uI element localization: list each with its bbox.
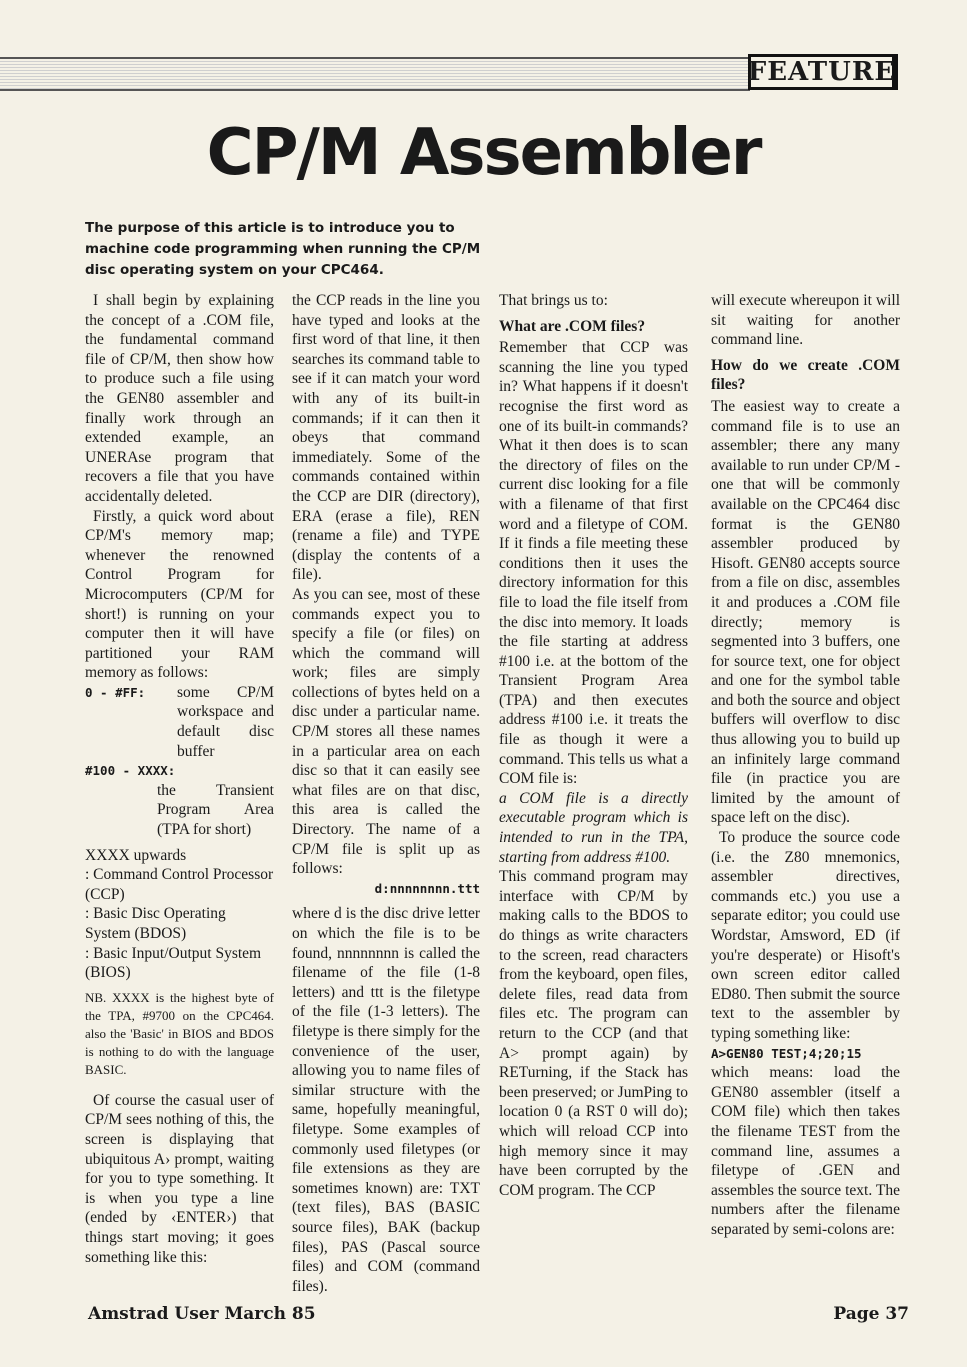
memory-bdos: : Basic Disc Operating System (BDOS) (85, 905, 226, 942)
col3-paragraph-3: This command program may interface with CP/M by making calls to the BDOS to do things as write characters to the screen, read characters from the keyboard, open files, delete files, read data from files etc. The program can return to the CCP (and that A> prompt again) by RETurning, if the Stack has been preserved; or JumPing to location 0 (a RST 0 will do); which will reload CCP into high memory since it may have been corrupted by the COM program. The CCP (499, 868, 688, 1199)
article-intro: The purpose of this article is to introduce you to machine code programming when running the CP/M disc operating system on your CPC464. (85, 220, 481, 278)
col4-heading: How do we create .COM files? (711, 356, 900, 394)
col1-paragraph-3: Of course the casual user of CP/M sees nothing of this, the screen is displaying that ubiquitous A› prompt, waiting for you to type something. It is when you type a line (ended by ‹ENTER›) that things start moving; it goes something like this: (85, 1091, 274, 1266)
col1-paragraph-2: Firstly, a quick word about CP/M's memory map; whenever the renowned Control Program for Microcomputers (CP/M for short!) is running on your computer then it will have partitioned your RAM memory as follows: (85, 507, 274, 682)
column-4 (711, 291, 900, 1240)
col2-paragraph-1: the CCP reads in the line you have typed and looks at the first word of that line, it then searches its command table to see if it can match your word with any of its built-in commands; if it can then it obeys that command immediately. Some of the commands contained within the CCP are DIR (directory), ERA (erase a file), REN (rename a file) and TYPE (display the contents of a file). (292, 292, 480, 584)
header-pattern-band (0, 57, 750, 91)
col4-paragraph-2: The easiest way to create a command file is to use an assembler; there any many available to run under CP/M - one that will be commonly available on the CPC464 disc format is the GEN80 assembler produced by Hisoft. GEN80 accepts source from a file on disc, assembles it and produces a .COM file directly; memory is segmented into 3 buffers, one for source text, one for object and one for the symbol table and both the source and object buffers will overflow to disc thus allowing you to build up an infinitely large command file (in practice you are limited by the amount of space left on the disc). (711, 397, 900, 827)
column-2 (292, 291, 480, 1296)
article-title: CP/M Assembler (206, 116, 761, 190)
col1-note: NB. XXXX is the highest byte of the TPA, #9700 on the CPC464. also the 'Basic' in BIOS and BDOS is nothing to do with the language BASIC. (85, 989, 274, 1077)
memory-key-1: 0 - #FF: (85, 684, 146, 700)
memory-bios: : Basic Input/Output System (BIOS) (85, 944, 262, 982)
col4-paragraph-3: To produce the source code (i.e. the Z80 mnemonics, assembler directives, commands etc.) you use a separate editor; you could use Wordstar, Amsword, ED (if you're desperate) or Hisoft's own screen editor called ED80. Then submit the source text to the assembler by typing something like: (711, 829, 900, 1042)
memory-upwards: XXXX upwards (85, 846, 187, 864)
col4-paragraph-4: which means: load the GEN80 assembler (itself a COM file) which then takes the filename TEST from the command line, assumes a filetype of .GEN and assembles the source text. The numbers after the filename separated by semi-colons are: (711, 1064, 900, 1238)
col3-paragraph-1: That brings us to: (499, 292, 608, 309)
col3-paragraph-2: Remember that CCP was scanning the line you typed in? What happens if it doesn't recognise the first word as one of its built-in commands? What it then does is to scan the directory of files on the current disc looking for a file with a filename of that first word and a filetype of COM. If it finds a file meeting these conditions then it uses the directory information for this file to load the file itself from the disc into memory. It loads the file starting at address #100 i.e. at the bottom of the Transient Program Area (TPA) and then executes address #100 i.e. it treats the file as though it were a command. This tells us what a COM file is: (499, 339, 688, 788)
com-definition: a COM file is a directly executable program which is intended to run in the TPA, starting from address #100. (499, 789, 688, 866)
col2-paragraph-3: where d is the disc drive letter on which the file is to be found, nnnnnnnn is called the filename of the file (1-8 letters) and ttt is the filetype of the file (1-3 letters). The filetype is there simply for the convenience of the user, allowing you to name files of similar structure with the same, hopefully meaningful, filetype. Some examples of commonly used filetypes (or file extensions as they are sometimes known) are: TXT (text files), BAS (BASIC source files), BAK (backup files), PAS (Pascal source files) and COM (command files). (292, 905, 480, 1295)
memory-value-2: the Transient Program Area (TPA for short) (157, 781, 274, 839)
memory-key-2: #100 - XXXX: (85, 763, 176, 779)
col4-paragraph-1: will execute whereupon it will sit waiting for another command line. (711, 292, 900, 349)
col1-paragraph-1: I shall begin by explaining the concept of a .COM file, the fundamental command file of CP/M, then show how to produce such a file using the GEN80 assembler and finally work through an extended example, an UNERAse program that recovers a file that you have accidentally deleted. (85, 292, 274, 505)
footer-page-number: Page 37 (833, 1304, 909, 1324)
column-3 (499, 291, 688, 1200)
col2-paragraph-2: As you can see, most of these commands expect you to specify a file (or files) on which the command will work; files are simply collections of bytes held on a disc under a particular name. CP/M stores all these names in a particular area on each disc so that it can easily see what files are on that disc, this area is called the Directory. The name of a CP/M file is split up as follows: (292, 585, 480, 878)
filename-format: d:nnnnnnnn.ttt (374, 880, 480, 896)
footer-magazine: Amstrad User March 85 (88, 1304, 316, 1324)
memory-value-1: some CP/M workspace and default disc buffer (177, 683, 274, 760)
memory-entry-1 (85, 683, 274, 761)
memory-entry-2 (85, 761, 274, 839)
feature-label: FEATURE (748, 54, 898, 90)
column-1 (85, 291, 274, 1267)
col3-heading: What are .COM files? (499, 317, 646, 335)
memory-ccp: : Command Control Processor (CCP) (85, 866, 274, 903)
assembler-command: A>GEN80 TEST;4;20;15 (711, 1045, 862, 1061)
